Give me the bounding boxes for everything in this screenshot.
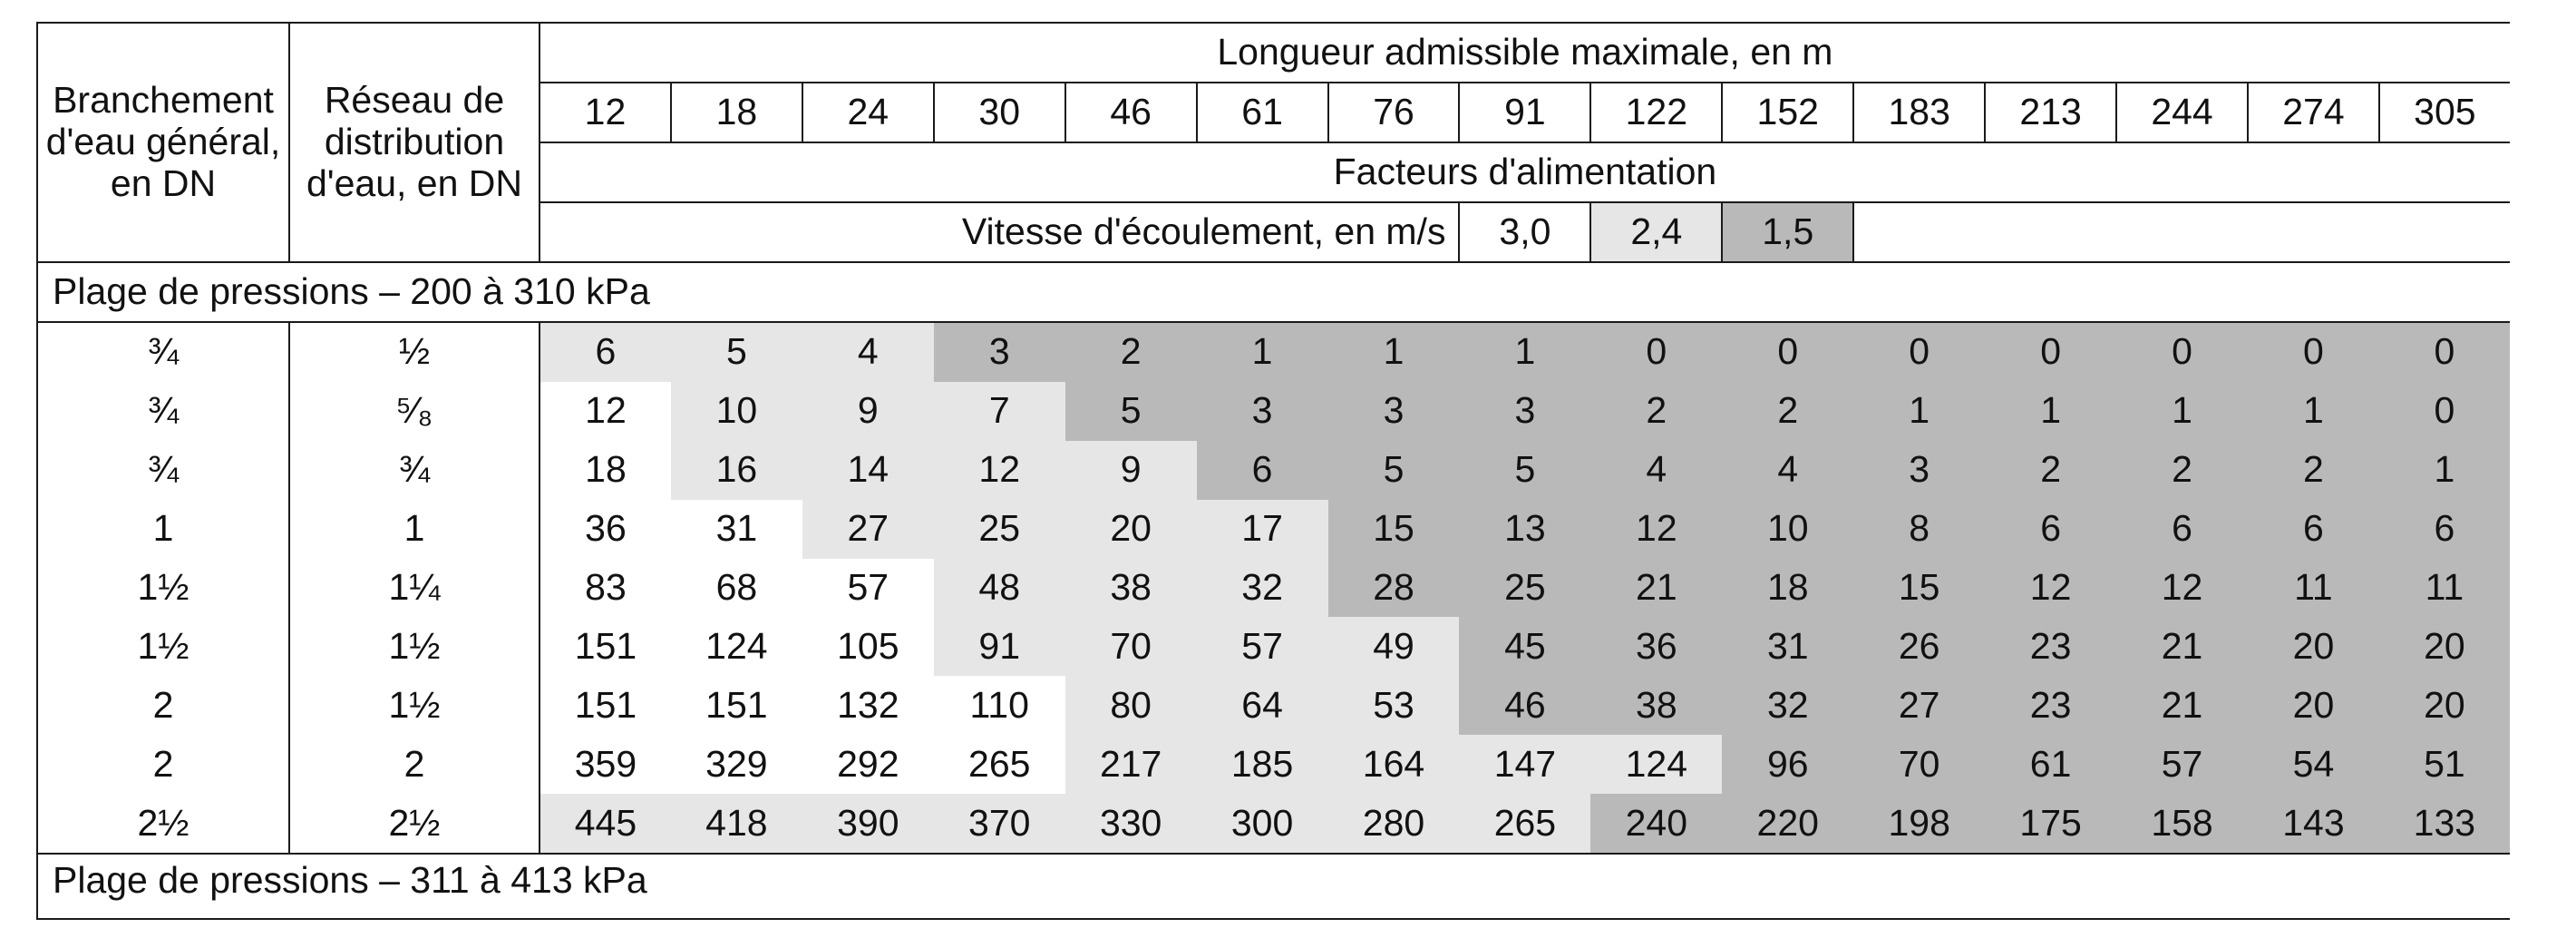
main-service-header: Branchement d'eau général, en DN — [37, 23, 289, 262]
table-row — [37, 559, 2510, 618]
length-header-cell: 12 — [540, 83, 671, 142]
factor-cell: 20 — [2379, 676, 2510, 735]
factor-cell: 292 — [802, 735, 934, 794]
factor-cell: 11 — [2248, 559, 2379, 618]
main-service-cell: ¾ — [37, 441, 289, 500]
distribution-cell: 1¼ — [289, 559, 540, 618]
length-header-cell: 183 — [1853, 83, 1985, 142]
factor-cell: 0 — [2116, 322, 2248, 382]
factor-cell: 12 — [1985, 559, 2116, 618]
factor-cell: 1 — [1328, 322, 1460, 382]
factor-cell: 4 — [1722, 441, 1853, 500]
factor-cell: 1 — [1985, 382, 2116, 441]
factor-cell: 96 — [1722, 735, 1853, 794]
factor-cell: 6 — [2379, 500, 2510, 559]
distribution-cell: 2½ — [289, 794, 540, 854]
main-service-cell: 2 — [37, 735, 289, 794]
factor-cell: 36 — [540, 500, 671, 559]
factor-cell: 18 — [540, 441, 671, 500]
factor-cell: 17 — [1197, 500, 1328, 559]
factor-cell: 12 — [2116, 559, 2248, 618]
distribution-header: Réseau de distribution d'eau, en DN — [289, 23, 540, 262]
factor-cell: 151 — [671, 676, 802, 735]
factor-cell: 2 — [1722, 382, 1853, 441]
factor-cell: 0 — [2379, 382, 2510, 441]
length-header-cell: 18 — [671, 83, 802, 142]
factor-cell: 32 — [1722, 676, 1853, 735]
supply-factors-header: Facteurs d'alimentation — [540, 142, 2510, 202]
factor-cell: 4 — [1590, 441, 1722, 500]
factor-cell: 70 — [1065, 617, 1197, 676]
factor-cell: 1 — [1459, 322, 1590, 382]
factor-cell: 18 — [1722, 559, 1853, 618]
factor-cell: 25 — [934, 500, 1065, 559]
factor-cell: 390 — [802, 794, 934, 854]
factor-cell: 5 — [671, 322, 802, 382]
supply-factors-table — [36, 22, 2510, 920]
factor-cell: 147 — [1459, 735, 1590, 794]
factor-cell: 6 — [540, 322, 671, 382]
main-service-cell: 2½ — [37, 794, 289, 854]
factor-cell: 3 — [1328, 382, 1460, 441]
factor-cell: 300 — [1197, 794, 1328, 854]
factor-cell: 1 — [1197, 322, 1328, 382]
factor-cell: 83 — [540, 559, 671, 618]
factor-cell: 51 — [2379, 735, 2510, 794]
factor-cell: 3 — [1853, 441, 1985, 500]
factor-cell: 4 — [802, 322, 934, 382]
factor-cell: 13 — [1459, 500, 1590, 559]
factor-cell: 36 — [1590, 617, 1722, 676]
factor-cell: 64 — [1197, 676, 1328, 735]
length-header-cell: 213 — [1985, 83, 2116, 142]
distribution-cell: 1 — [289, 500, 540, 559]
factor-cell: 445 — [540, 794, 671, 854]
factor-cell: 21 — [2116, 676, 2248, 735]
factor-cell: 38 — [1590, 676, 1722, 735]
factor-cell: 15 — [1328, 500, 1460, 559]
factor-cell: 0 — [1985, 322, 2116, 382]
main-service-cell: ¾ — [37, 382, 289, 441]
factor-cell: 23 — [1985, 676, 2116, 735]
factor-cell: 265 — [1459, 794, 1590, 854]
factor-cell: 2 — [1590, 382, 1722, 441]
main-service-cell: ¾ — [37, 322, 289, 382]
length-header-cell: 305 — [2379, 83, 2510, 142]
factor-cell: 143 — [2248, 794, 2379, 854]
section-title: Plage de pressions – 311 à 413 kPa — [37, 854, 2510, 919]
factor-cell: 16 — [671, 441, 802, 500]
factor-cell: 240 — [1590, 794, 1722, 854]
factor-cell: 0 — [1590, 322, 1722, 382]
factor-cell: 21 — [2116, 617, 2248, 676]
factor-cell: 370 — [934, 794, 1065, 854]
length-header-cell: 24 — [802, 83, 934, 142]
factor-cell: 3 — [1197, 382, 1328, 441]
factor-cell: 158 — [2116, 794, 2248, 854]
factor-cell: 6 — [2116, 500, 2248, 559]
main-service-cell: 1½ — [37, 559, 289, 618]
table-row — [37, 500, 2510, 559]
factor-cell: 10 — [1722, 500, 1853, 559]
factor-cell: 1 — [1853, 382, 1985, 441]
factor-cell: 6 — [2248, 500, 2379, 559]
factor-cell: 0 — [1722, 322, 1853, 382]
factor-cell: 124 — [671, 617, 802, 676]
factor-cell: 5 — [1328, 441, 1460, 500]
factor-cell: 14 — [802, 441, 934, 500]
factor-cell: 12 — [934, 441, 1065, 500]
factor-cell: 23 — [1985, 617, 2116, 676]
velocity-value: 2,4 — [1590, 202, 1722, 262]
factor-cell: 8 — [1853, 500, 1985, 559]
factor-cell: 0 — [2248, 322, 2379, 382]
factor-cell: 329 — [671, 735, 802, 794]
factor-cell: 57 — [1197, 617, 1328, 676]
velocity-value: 1,5 — [1722, 202, 1853, 262]
length-header-cell: 274 — [2248, 83, 2379, 142]
factor-cell: 31 — [671, 500, 802, 559]
main-service-cell: 1½ — [37, 617, 289, 676]
factor-cell: 185 — [1197, 735, 1328, 794]
table-row — [37, 322, 2510, 382]
factor-cell: 20 — [2379, 617, 2510, 676]
factor-cell: 5 — [1459, 441, 1590, 500]
factor-cell: 57 — [802, 559, 934, 618]
length-header-cell: 152 — [1722, 83, 1853, 142]
factor-cell: 2 — [1065, 322, 1197, 382]
velocity-value: 3,0 — [1459, 202, 1590, 262]
factor-cell: 7 — [934, 382, 1065, 441]
factor-cell: 133 — [2379, 794, 2510, 854]
factor-cell: 27 — [1853, 676, 1985, 735]
factor-cell: 359 — [540, 735, 671, 794]
factor-cell: 10 — [671, 382, 802, 441]
factor-cell: 45 — [1459, 617, 1590, 676]
table-row — [37, 735, 2510, 794]
main-service-cell: 2 — [37, 676, 289, 735]
length-header-cell: 122 — [1590, 83, 1722, 142]
factor-cell: 9 — [802, 382, 934, 441]
distribution-cell: ¾ — [289, 441, 540, 500]
length-header-cell: 46 — [1065, 83, 1197, 142]
factor-cell: 57 — [2116, 735, 2248, 794]
table-header — [37, 23, 2510, 262]
distribution-cell: ⁵⁄₈ — [289, 382, 540, 441]
factor-cell: 53 — [1328, 676, 1460, 735]
factor-cell: 330 — [1065, 794, 1197, 854]
factor-cell: 1 — [2116, 382, 2248, 441]
length-header-cell: 244 — [2116, 83, 2248, 142]
distribution-cell: 1½ — [289, 617, 540, 676]
factor-cell: 54 — [2248, 735, 2379, 794]
factor-cell: 5 — [1065, 382, 1197, 441]
length-header-cell: 61 — [1197, 83, 1328, 142]
max-length-header: Longueur admissible maximale, en m — [540, 23, 2510, 83]
table-row — [37, 382, 2510, 441]
factor-cell: 2 — [1985, 441, 2116, 500]
table-row — [37, 617, 2510, 676]
factor-cell: 61 — [1985, 735, 2116, 794]
velocity-label: Vitesse d'écoulement, en m/s — [540, 202, 1459, 262]
factor-cell: 26 — [1853, 617, 1985, 676]
factor-cell: 198 — [1853, 794, 1985, 854]
factor-cell: 2 — [2116, 441, 2248, 500]
factor-cell: 49 — [1328, 617, 1460, 676]
factor-cell: 0 — [2379, 322, 2510, 382]
factor-cell: 265 — [934, 735, 1065, 794]
factor-cell: 48 — [934, 559, 1065, 618]
factor-cell: 9 — [1065, 441, 1197, 500]
factor-cell: 21 — [1590, 559, 1722, 618]
factor-cell: 220 — [1722, 794, 1853, 854]
factor-cell: 80 — [1065, 676, 1197, 735]
factor-cell: 12 — [540, 382, 671, 441]
factor-cell: 3 — [934, 322, 1065, 382]
distribution-cell: ½ — [289, 322, 540, 382]
length-header-cell: 30 — [934, 83, 1065, 142]
section-title: Plage de pressions – 200 à 310 kPa — [37, 262, 2510, 322]
factor-cell: 6 — [1985, 500, 2116, 559]
factor-cell: 91 — [934, 617, 1065, 676]
factor-cell: 132 — [802, 676, 934, 735]
factor-cell: 110 — [934, 676, 1065, 735]
factor-cell: 175 — [1985, 794, 2116, 854]
factor-cell: 20 — [2248, 617, 2379, 676]
factor-cell: 32 — [1197, 559, 1328, 618]
factor-cell: 20 — [1065, 500, 1197, 559]
factor-cell: 1 — [2379, 441, 2510, 500]
factor-cell: 25 — [1459, 559, 1590, 618]
factor-cell: 151 — [540, 617, 671, 676]
factor-cell: 70 — [1853, 735, 1985, 794]
length-header-cell: 76 — [1328, 83, 1460, 142]
factor-cell: 3 — [1459, 382, 1590, 441]
factor-cell: 6 — [1197, 441, 1328, 500]
factor-cell: 105 — [802, 617, 934, 676]
length-header-cell: 91 — [1459, 83, 1590, 142]
factor-cell: 28 — [1328, 559, 1460, 618]
factor-cell: 31 — [1722, 617, 1853, 676]
factor-cell: 418 — [671, 794, 802, 854]
factor-cell: 12 — [1590, 500, 1722, 559]
factor-cell: 124 — [1590, 735, 1722, 794]
factor-cell: 68 — [671, 559, 802, 618]
factor-cell: 46 — [1459, 676, 1590, 735]
velocity-empty-cell — [1853, 202, 2510, 262]
factor-cell: 27 — [802, 500, 934, 559]
supply-factors-table-sheet — [36, 22, 2510, 938]
factor-cell: 1 — [2248, 382, 2379, 441]
main-service-cell: 1 — [37, 500, 289, 559]
factor-cell: 0 — [1853, 322, 1985, 382]
distribution-cell: 2 — [289, 735, 540, 794]
factor-cell: 11 — [2379, 559, 2510, 618]
factor-cell: 20 — [2248, 676, 2379, 735]
table-body — [37, 262, 2510, 919]
factor-cell: 280 — [1328, 794, 1460, 854]
table-row — [37, 794, 2510, 854]
factor-cell: 38 — [1065, 559, 1197, 618]
factor-cell: 15 — [1853, 559, 1985, 618]
factor-cell: 151 — [540, 676, 671, 735]
distribution-cell: 1½ — [289, 676, 540, 735]
factor-cell: 217 — [1065, 735, 1197, 794]
table-row — [37, 676, 2510, 735]
table-row — [37, 441, 2510, 500]
factor-cell: 2 — [2248, 441, 2379, 500]
factor-cell: 164 — [1328, 735, 1460, 794]
